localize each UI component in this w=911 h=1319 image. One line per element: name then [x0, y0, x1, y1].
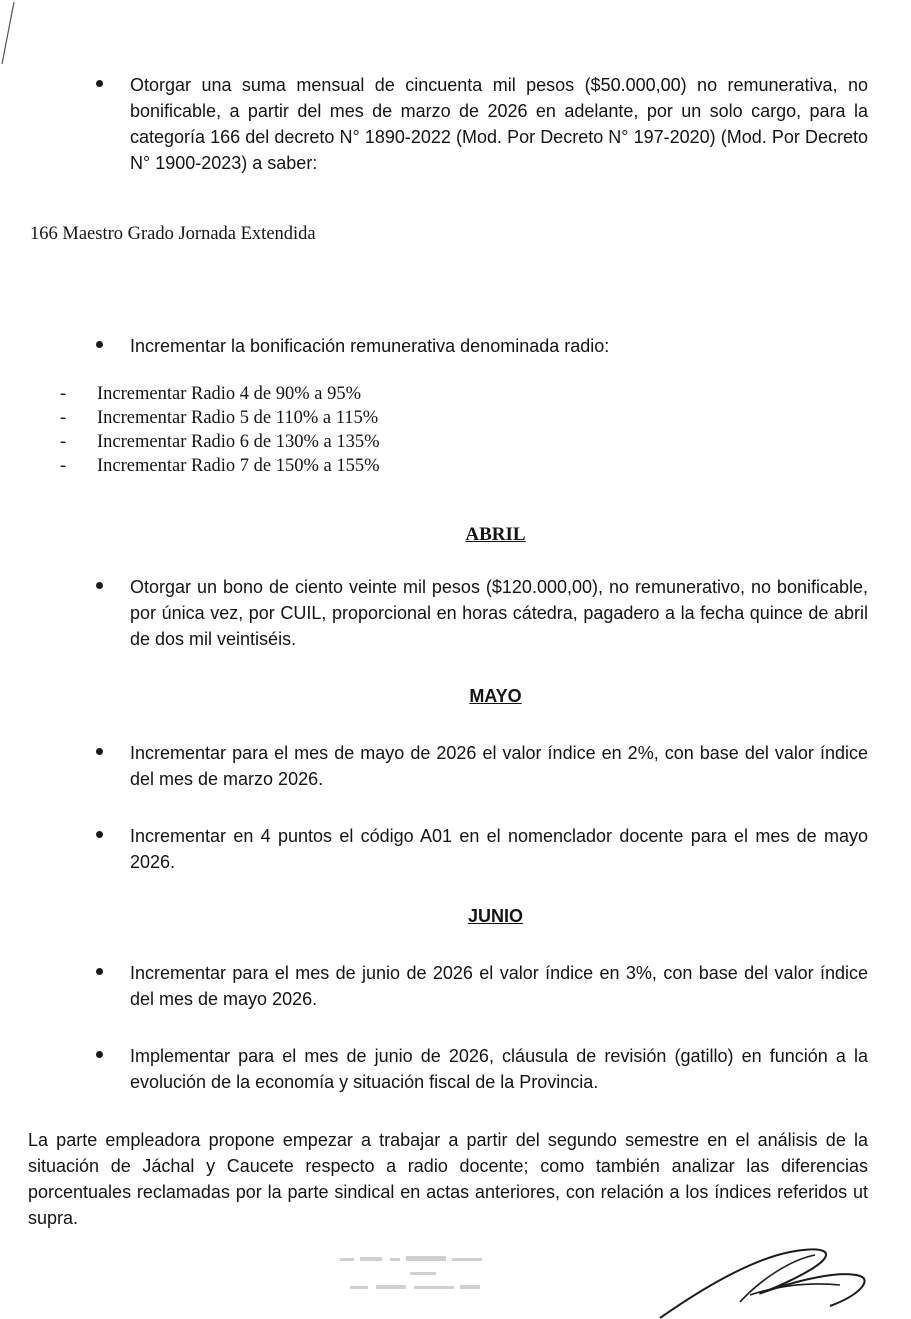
abril-bullet-text: Otorgar un bono de ciento veinte mil pesos ($120.000,00), no remunerativo, no bonificable, por única vez, por CUIL, proporcional en horas cátedra, pagadero a la fecha quince de abril de dos mil veintiséis. — [130, 577, 868, 649]
heading-abril: ABRIL — [465, 524, 526, 545]
dash-marker: - — [60, 384, 67, 404]
bullet-icon — [96, 831, 103, 838]
intro-bullet-text: Otorgar una suma mensual de cincuenta mil pesos ($50.000,00) no remunerativa, no bonificable, a partir del mes de marzo de 2026 en adelante, por un solo cargo, para la categoría 166 del decreto N° 1890-2022 (Mod. Por Decreto N° 197-2020) (Mod. Por Decreto N° 1900-2023) a saber: — [130, 75, 868, 173]
category-line: 166 Maestro Grado Jornada Extendida — [30, 224, 316, 244]
bullet-icon — [96, 968, 103, 975]
junio-bullet-text: Incrementar para el mes de junio de 2026 el valor índice en 3%, con base del valor índice del mes de mayo 2026. — [130, 963, 868, 1009]
dash-marker: - — [60, 456, 67, 476]
mayo-bullet-text: Incrementar para el mes de mayo de 2026 el valor índice en 2%, con base del valor índice del mes de marzo 2026. — [130, 743, 868, 789]
closing-paragraph: La parte empleadora propone empezar a trabajar a partir del segundo semestre en el análisis de la situación de Jáchal y Caucete respecto a radio docente; como también analizar las diferencias porcentuales reclamadas por la parte sindical en actas anteriores, con relación a los índices referidos ut supra. — [28, 1130, 868, 1228]
dash-marker: - — [60, 408, 67, 428]
faded-stamp — [310, 1250, 570, 1319]
heading-mayo: MAYO — [469, 686, 522, 706]
bullet-icon — [96, 748, 103, 755]
scan-edge-mark — [0, 0, 20, 70]
bullet-icon — [96, 80, 103, 87]
signature-graphic — [640, 1240, 880, 1319]
dash-marker: - — [60, 432, 67, 452]
bullet-icon — [96, 1051, 103, 1058]
radio-bullet-text: Incrementar la bonificación remunerativa denominada radio: — [130, 336, 610, 356]
bullet-icon — [96, 582, 103, 589]
heading-junio: JUNIO — [467, 906, 523, 926]
junio-bullet-text: Implementar para el mes de junio de 2026, cláusula de revisión (gatillo) en función a la evolución de la economía y situación fiscal de la Provincia. — [130, 1046, 868, 1092]
mayo-bullet-text: Incrementar en 4 puntos el código A01 en el nomenclador docente para el mes de mayo 2026. — [130, 826, 868, 872]
bullet-icon — [96, 341, 103, 348]
